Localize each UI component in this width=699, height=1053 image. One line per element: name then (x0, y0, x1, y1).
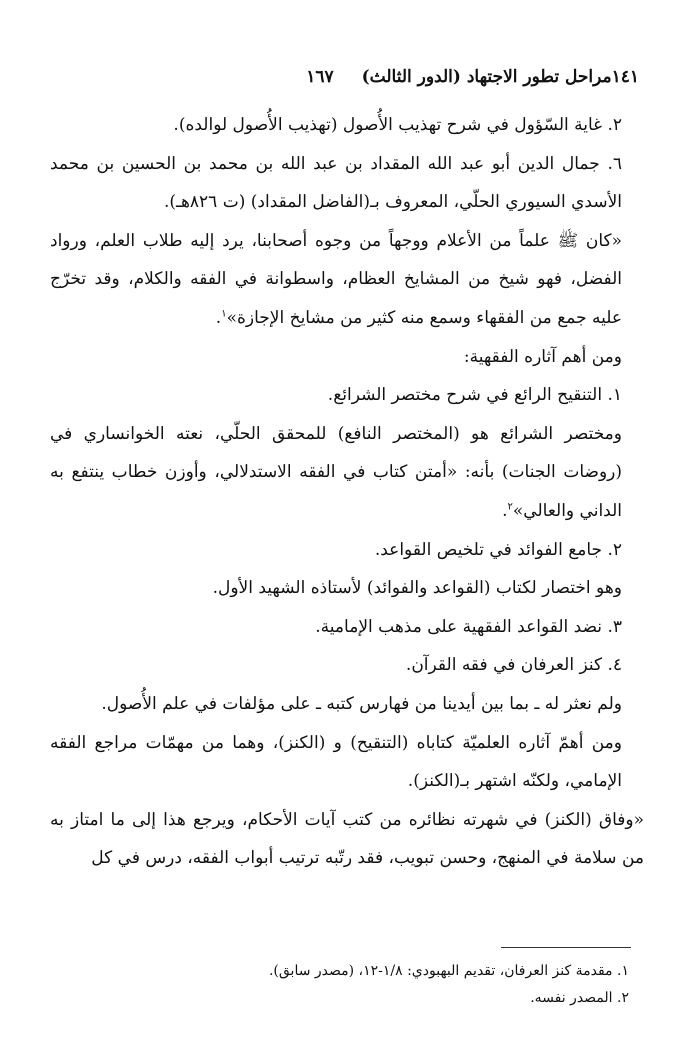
paragraph-text: ٢. غاية السّؤول في شرح تهذيب الأُصول (تهذيب الأُصول لوالده). (173, 115, 622, 135)
paragraph-text: وهو اختصار لكتاب (القواعد والفوائد) لأستاذه الشهيد الأول. (212, 578, 622, 599)
running-title: ١٤١مراحل تطور الاجتهاد (الدور الثالث) (361, 67, 639, 87)
paragraph (50, 338, 644, 377)
paragraph (50, 608, 644, 647)
paragraph-text: «وفاق (الكنز) في شهرته نظائره من كتب آيات الأحكام، ويرجع هذا إلى ما امتاز به من سلامة في المنهج، وحسن تبويب، فقد رتّبه ترتيب أبواب الفقه، درس في كل (50, 809, 644, 869)
paragraph-text: ٤. كنز العرفان في فقه القرآن. (405, 655, 622, 676)
paragraph (50, 685, 644, 724)
footnote: ١. مقدمة كنز العرفان، تقديم البهبودي: ١/٨-١٢، (مصدر سابق). (268, 963, 629, 979)
footnote-separator (501, 947, 631, 948)
paragraph (50, 531, 644, 570)
paragraph (50, 724, 644, 801)
paragraph-text: ولم نعثر له ـ بما بين أيدينا من فهارس كتبه ـ على مؤلفات في علم الأُصول. (101, 693, 622, 714)
paragraph (50, 106, 644, 145)
paragraph-text: ٢. جامع الفوائد في تلخيص القواعد. (374, 539, 622, 560)
running-header (78, 62, 639, 92)
paragraph-text: ١. التنقيح الرائع في شرح مختصر الشرائع. (327, 385, 622, 406)
paragraph (50, 646, 644, 685)
page-number: ١٦٧ (306, 67, 334, 87)
paragraph (50, 145, 644, 222)
paragraph: «كان ﷺ علماً من الأعلام ووجهاً من وجوه أصحابنا، يرد إليه طلاب العلم، ورواد الفضل، فهو شيخ من المشايخ العظام، واسطوانة في الفقه والكلام، وقد تخرّج عليه جمع من الفقهاء وسمع منه كثير من مشايخ الإجازة»$^١$. (50, 230, 622, 328)
paragraph-text: ومن أهم آثاره الفقهية: (463, 346, 622, 367)
footnote-marker[interactable]: ١ (221, 308, 227, 320)
paragraph: ومختصر الشرائع هو (المختصر النافع) للمحقق الحلّي، نعته الخوانساري في (روضات الجنات) بأنه: «أمتن كتاب في الفقه الاستدلالي، وأوزن خطاب ينتفع به الداني والعالي»$^٢$. (50, 423, 622, 521)
footnote-marker[interactable]: ٢ (507, 501, 513, 513)
paragraph-text: ٦. جمال الدين أبو عبد الله المقداد بن عبد الله بن محمد بن الحسين بن محمد الأسدي السيوري الحلّي، المعروف بـ(الفاضل المقداد) (ت ٨٢٦هـ). (50, 153, 622, 213)
paragraph (50, 801, 644, 878)
main-text (50, 106, 644, 878)
paragraph (50, 569, 644, 608)
paragraph-text: «كان ﷺ علماً من الأعلام ووجهاً من وجوه أصحابنا، يرد إليه طلاب العلم، ورواد الفضل، فهو شيخ من المشايخ العظام، واسطوانة في الفقه والكلام، وقد تخرّج عليه جمع من الفقهاء وسمع منه كثير من مشايخ الإجازة» (50, 230, 622, 328)
footnote: ٢. المصدر نفسه. (530, 990, 629, 1006)
paragraph-text: ومختصر الشرائع هو (المختصر النافع) للمحقق الحلّي، نعته الخوانساري في (روضات الجنات) بأنه: «أمتن كتاب في الفقه الاستدلالي، وأوزن خطاب ينتفع به الداني والعالي» (50, 423, 622, 521)
paragraph (50, 376, 644, 415)
paragraph-text: ومن أهمّ آثاره العلميّة كتاباه (التنقيح) و (الكنز)، وهما من مهمّات مراجع الفقه الإمامي، ولكنّه اشتهر بـ(الكنز). (50, 732, 622, 792)
footnotes (60, 958, 629, 1012)
paragraph-text: ٣. نضد القواعد الفقهية على مذهب الإمامية. (315, 616, 622, 637)
